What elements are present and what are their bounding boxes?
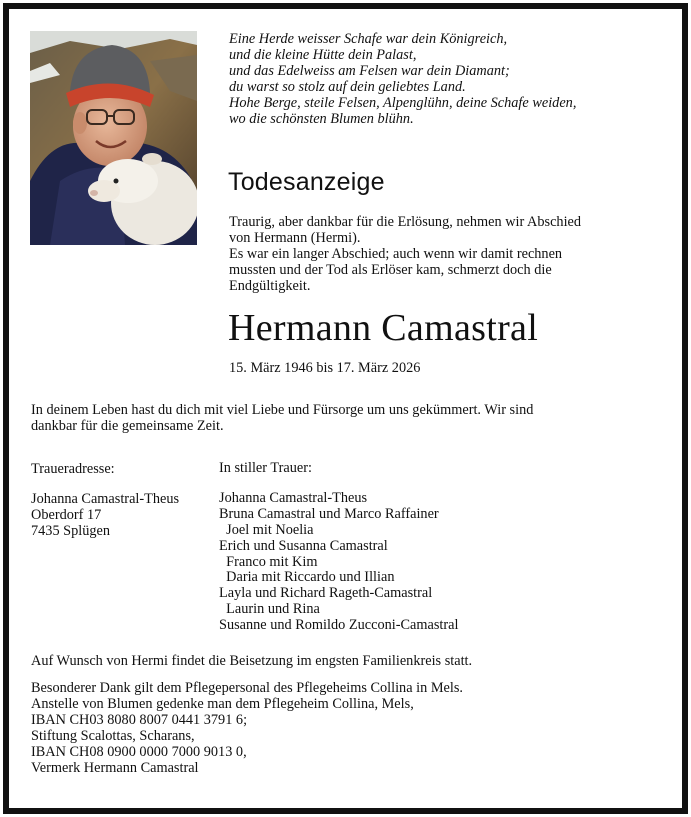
mourner-line: Bruna Camastral und Marco Raffainer [219, 505, 439, 522]
address-line: 7435 Splügen [31, 523, 111, 539]
poem-line: und die kleine Hütte dein Palast, [229, 47, 417, 64]
mourner-line: Joel mit Noelia [219, 521, 314, 538]
poem-line: Eine Herde weisser Schafe war dein Königreich, [229, 31, 508, 47]
mourner-line: Erich und Susanna Camastral [219, 537, 388, 554]
mourner-line: Franco mit Kim [219, 553, 318, 570]
portrait-photo-image [30, 31, 197, 245]
mourning-address [31, 461, 179, 539]
page-title: Todesanzeige [228, 168, 385, 196]
address-line: Oberdorf 17 [31, 507, 102, 523]
poem [229, 31, 659, 128]
thanks-line: Vermerk Hermann Camastral [31, 760, 199, 776]
intro-line: Es war ein langer Abschied; auch wenn wir damit rechnen [229, 246, 563, 262]
mourners-list [219, 461, 458, 634]
intro-text [229, 214, 659, 294]
thanks-line: Anstelle von Blumen gedenke man dem Pflegeheim Collina, Mels, [31, 696, 414, 712]
mourners-label: In stiller Trauer: [219, 460, 312, 476]
thanks-line: IBAN CH03 8080 8007 0441 3791 6; [31, 712, 248, 728]
mourner-line: Daria mit Riccardo und Illian [219, 569, 395, 586]
poem-line: Hohe Berge, steile Felsen, Alpenglühn, deine Schafe weiden, [229, 95, 577, 112]
life-line: dankbar für die gemeinsame Zeit. [31, 418, 224, 434]
deceased-name: Hermann Camastral [228, 307, 539, 349]
life-text [31, 402, 661, 434]
address-label: Traueradresse: [31, 461, 115, 477]
burial-note: Auf Wunsch von Hermi findet die Beisetzung im engsten Familienkreis statt. [31, 653, 473, 669]
address-line: Johanna Camastral-Theus [31, 491, 180, 507]
mourner-line: Susanne und Romildo Zucconi-Camastral [219, 617, 459, 634]
mourner-line: Laurin und Rina [219, 601, 320, 618]
life-line: In deinem Leben hast du dich mit viel Liebe und Fürsorge um uns gekümmert. Wir sind [31, 402, 534, 418]
intro-line: Traurig, aber dankbar für die Erlösung, nehmen wir Abschied [229, 214, 582, 230]
poem-line: und das Edelweiss am Felsen war dein Diamant; [229, 63, 510, 80]
thanks-line: Stiftung Scalottas, Scharans, [31, 728, 195, 744]
intro-line: mussten und der Tod als Erlöser kam, schmerzt doch die [229, 262, 552, 278]
thanks-line: IBAN CH08 0900 0000 7000 9013 0, [31, 744, 247, 760]
mourner-line: Layla und Richard Rageth-Camastral [219, 585, 433, 602]
thanks-line: Besonderer Dank gilt dem Pflegepersonal des Pflegeheims Collina in Mels. [31, 680, 463, 696]
deceased-dates: 15. März 1946 bis 17. März 2026 [229, 360, 421, 376]
poem-line: wo die schönsten Blumen blühn. [229, 111, 414, 128]
mourner-line: Johanna Camastral-Theus [219, 489, 368, 506]
thanks-text [31, 680, 463, 776]
intro-line: Endgültigkeit. [229, 278, 311, 294]
poem-line: du warst so stolz auf dein geliebtes Land. [229, 79, 466, 96]
portrait-photo [30, 31, 197, 245]
intro-line: von Hermann (Hermi). [229, 230, 361, 246]
